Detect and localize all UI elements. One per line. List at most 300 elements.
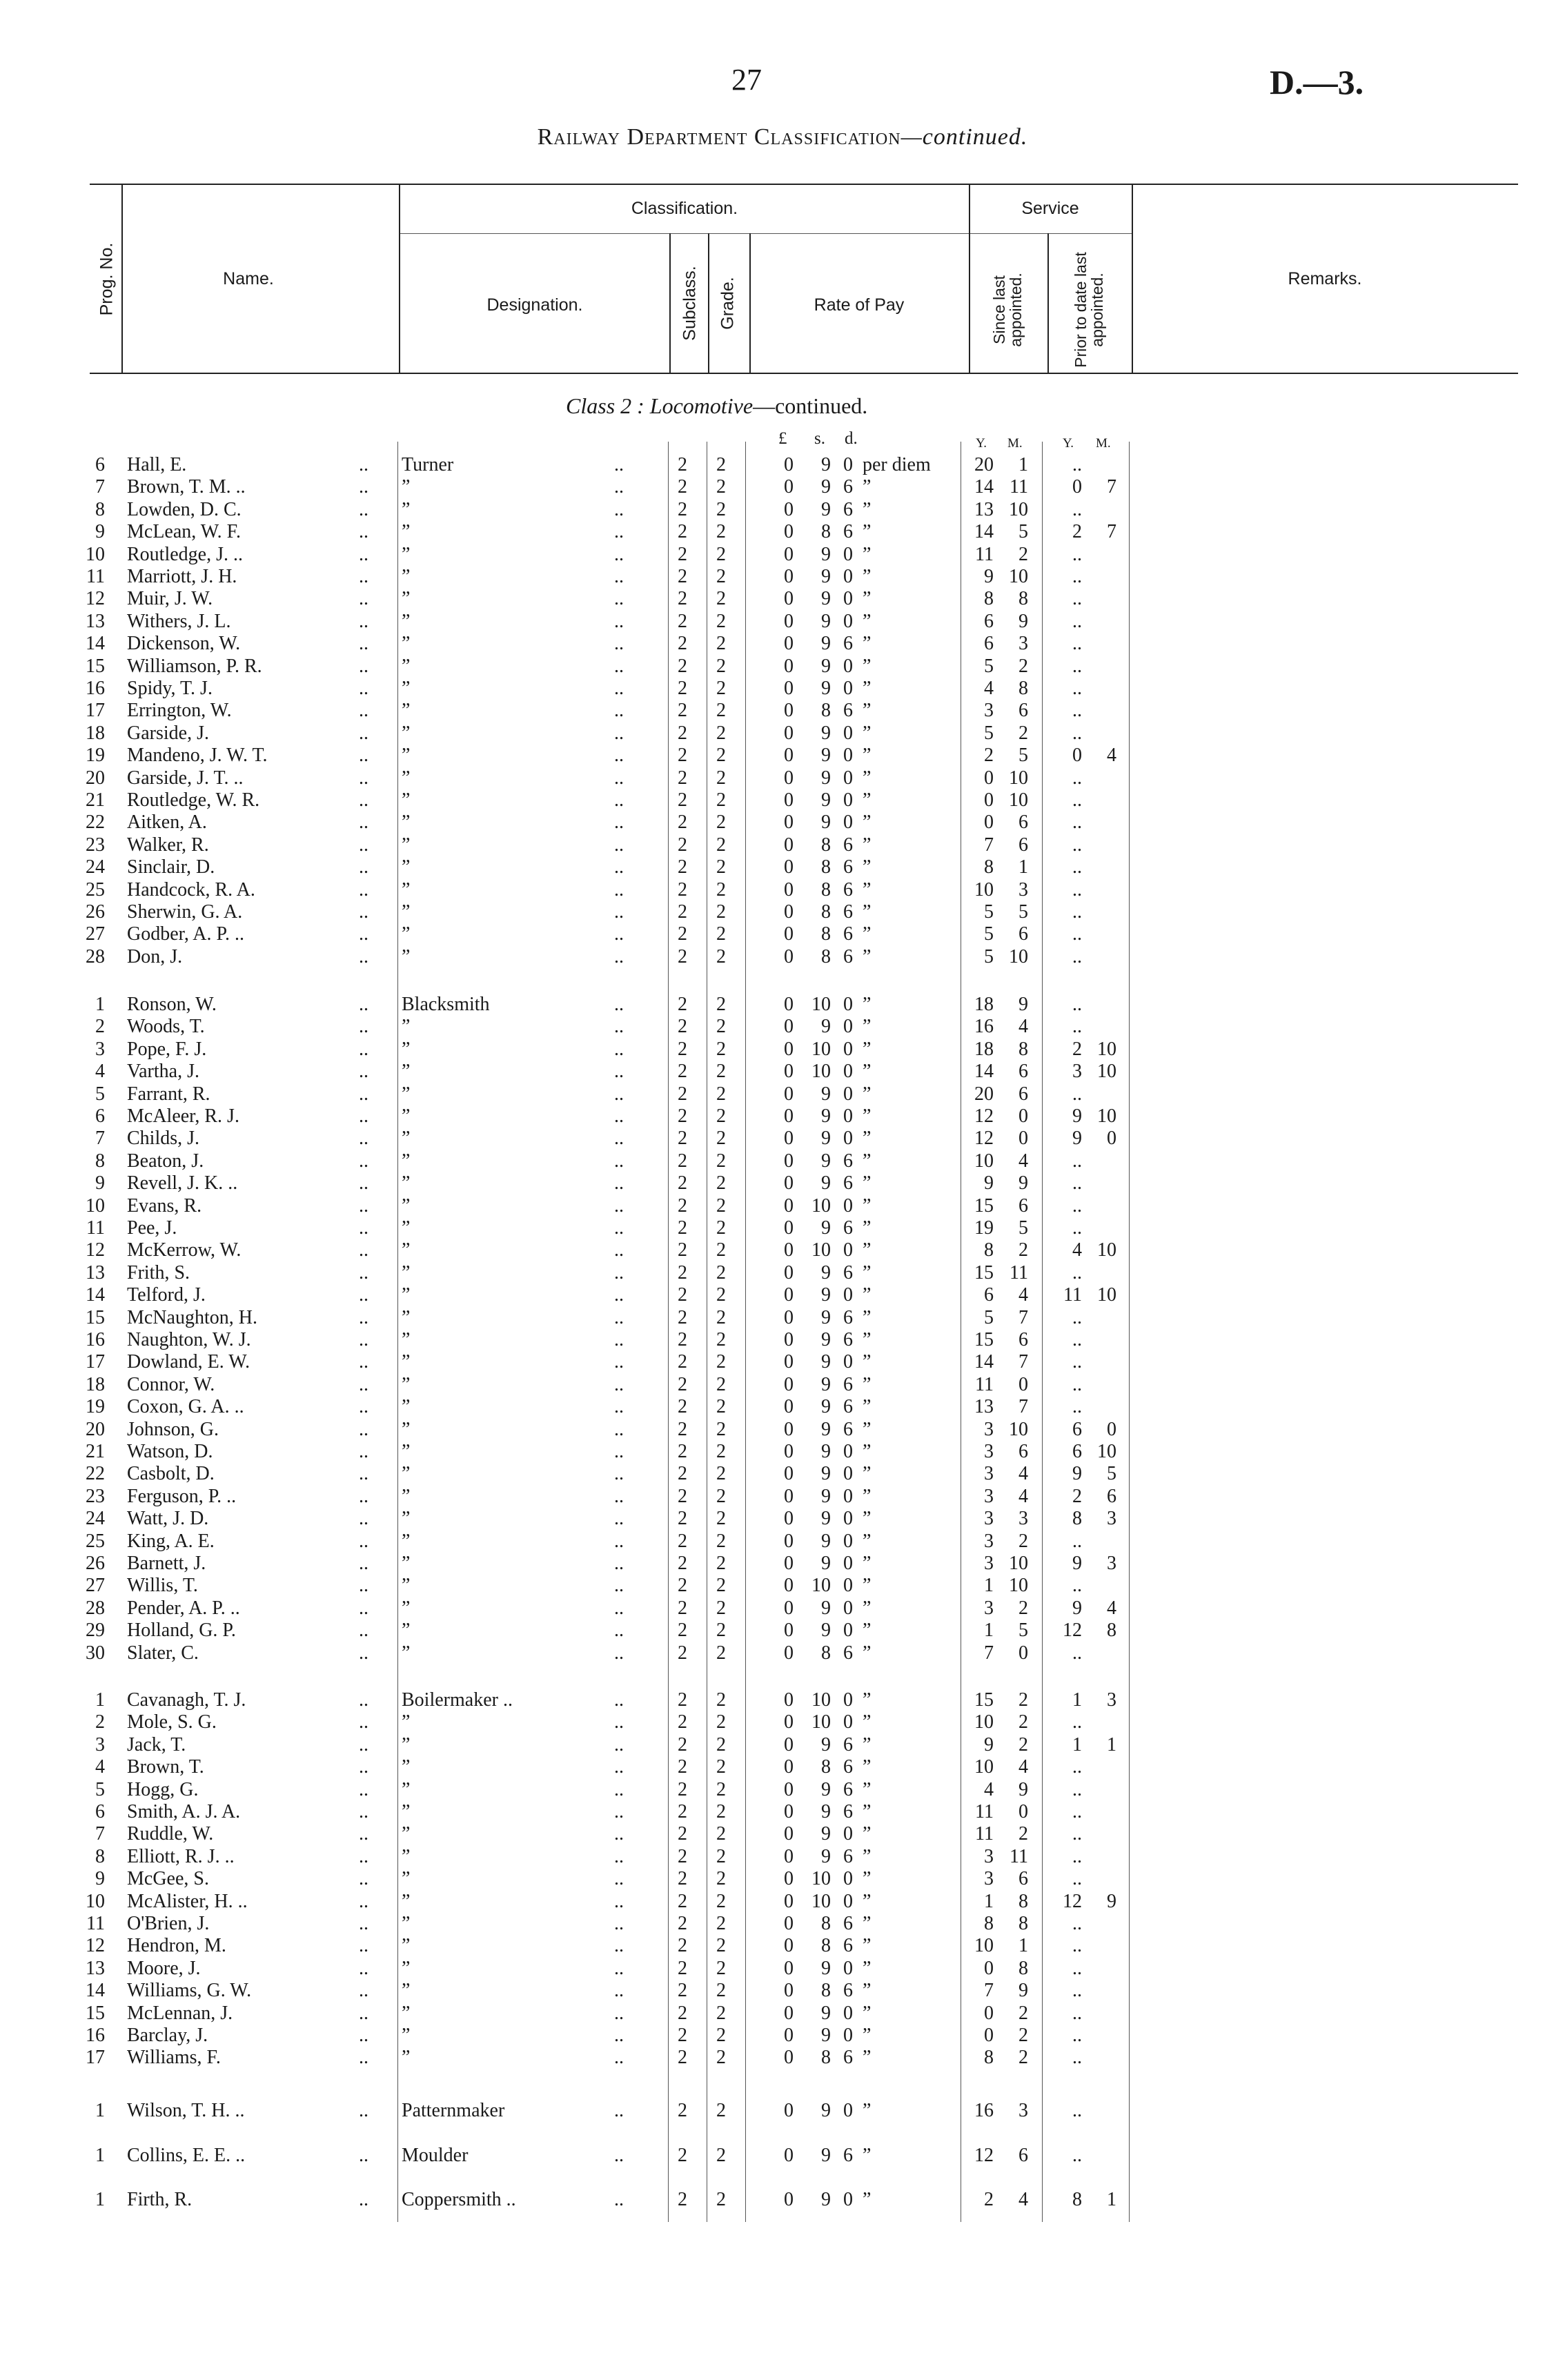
leader-dots: .. — [359, 1597, 368, 1619]
leader-dots: .. — [614, 700, 624, 722]
leader-dots: .. — [614, 1351, 624, 1373]
leader-dots: .. — [614, 1418, 624, 1440]
cell-rate-pounds: 0 — [784, 2025, 794, 2046]
cell-rate-pounds: 0 — [784, 1801, 794, 1822]
cell-since-months: 5 — [1018, 745, 1028, 767]
header-prior-to-date: Prior to date last appointed. — [1072, 252, 1106, 368]
cell-designation: ” — [402, 1105, 411, 1127]
cell-rate-pounds: 0 — [784, 1711, 794, 1733]
table-row — [0, 1284, 1565, 1306]
cell-since-months: 6 — [1018, 923, 1028, 945]
leader-dots: .. — [359, 454, 368, 475]
cell-rate-pounds: 0 — [784, 1642, 794, 1664]
cell-prior-months: 3 — [1107, 1553, 1116, 1574]
cell-grade: 2 — [716, 1083, 726, 1105]
leader-dots: .. — [614, 678, 624, 699]
cell-rate-shillings: 9 — [821, 1957, 831, 1979]
cell-designation: ” — [402, 1038, 411, 1060]
cell-rate-unit: ” — [863, 1711, 872, 1733]
cell-grade: 2 — [716, 745, 726, 767]
leader-dots: .. — [614, 1194, 624, 1217]
table-row — [0, 1597, 1565, 1620]
cell-rate-pence: 0 — [843, 1711, 853, 1733]
cell-designation: ” — [402, 2002, 411, 2024]
table-row — [0, 2003, 1565, 2025]
cell-grade: 2 — [716, 1980, 726, 2002]
cell-rate-shillings: 9 — [821, 1217, 831, 1239]
cell-rate-unit: ” — [863, 901, 872, 923]
cell-prior-years: .. — [1072, 1913, 1082, 1934]
cell-designation: ” — [402, 1128, 411, 1150]
cell-subclass: 2 — [678, 1016, 687, 1038]
table-row — [0, 1329, 1565, 1351]
cell-rate-unit: ” — [863, 2145, 872, 2166]
cell-prior-years: .. — [1072, 1150, 1082, 1172]
table-row — [0, 1689, 1565, 1711]
table-row — [0, 745, 1565, 767]
cell-prior-years: 1 — [1072, 1689, 1082, 1711]
header-grade: Grade. — [718, 277, 738, 330]
cell-name: Hall, E. — [127, 454, 187, 475]
cell-name: Smith, A. J. A. — [127, 1801, 241, 1822]
cell-rate-shillings: 9 — [821, 566, 831, 587]
cell-rate-shillings: 10 — [811, 994, 831, 1015]
cell-prior-years: 3 — [1072, 1061, 1082, 1083]
cell-since-months: 9 — [1018, 1172, 1028, 1194]
cell-prog-no: 4 — [95, 1061, 105, 1083]
cell-name: Willis, T. — [127, 1575, 198, 1597]
cell-since-years: 5 — [984, 901, 994, 923]
cell-grade: 2 — [716, 610, 726, 632]
cell-grade: 2 — [716, 789, 726, 811]
leader-dots: .. — [614, 945, 624, 967]
cell-rate-unit: ” — [863, 588, 872, 610]
header-since-last-appointed: Since last appointed. — [990, 273, 1025, 347]
cell-subclass: 2 — [678, 1284, 687, 1306]
cell-name: Firth, R. — [127, 2189, 193, 2210]
leader-dots: .. — [359, 1508, 368, 1530]
cell-rate-unit: ” — [863, 1128, 872, 1150]
cell-name: Brown, T. — [127, 1756, 204, 1778]
cell-rate-unit: ” — [863, 1485, 872, 1507]
unit-years-since: Y. — [976, 436, 987, 451]
cell-prior-years: .. — [1072, 1306, 1082, 1328]
cell-since-months: 6 — [1018, 1083, 1028, 1105]
cell-prog-no: 3 — [95, 1038, 105, 1060]
cell-subclass: 2 — [678, 1261, 687, 1284]
leader-dots: .. — [359, 1485, 368, 1507]
page-title — [0, 124, 1565, 150]
cell-prior-months: 9 — [1107, 1890, 1116, 1912]
leader-dots: .. — [614, 1172, 624, 1194]
leader-dots: .. — [614, 588, 624, 610]
cell-since-years: 20 — [974, 1083, 994, 1105]
cell-prog-no: 2 — [95, 1016, 105, 1038]
leader-dots: .. — [359, 878, 368, 901]
service-rule — [972, 233, 1132, 234]
leader-dots: .. — [359, 1957, 368, 1979]
cell-prog-no: 11 — [86, 1217, 105, 1239]
leader-dots: .. — [614, 1016, 624, 1038]
cell-rate-pounds: 0 — [784, 1261, 794, 1284]
cell-subclass: 2 — [678, 745, 687, 767]
cell-subclass: 2 — [678, 633, 687, 655]
leader-dots: .. — [614, 789, 624, 811]
cell-prior-years: .. — [1072, 1642, 1082, 1664]
cell-rate-pounds: 0 — [784, 901, 794, 923]
cell-prior-years: 2 — [1072, 1038, 1082, 1060]
cell-subclass: 2 — [678, 767, 687, 789]
cell-grade: 2 — [716, 1373, 726, 1395]
unit-shilling: s. — [814, 429, 825, 448]
cell-subclass: 2 — [678, 834, 687, 856]
cell-since-years: 3 — [984, 1463, 994, 1485]
cell-subclass: 2 — [678, 923, 687, 945]
table-row — [0, 789, 1565, 812]
table-row — [0, 1980, 1565, 2002]
cell-rate-unit: ” — [863, 1575, 872, 1597]
cell-since-months: 1 — [1018, 1935, 1028, 1957]
cell-since-months: 4 — [1018, 1485, 1028, 1507]
table-row — [0, 1419, 1565, 1441]
leader-dots: .. — [359, 1284, 368, 1306]
cell-subclass: 2 — [678, 1890, 687, 1912]
cell-rate-pounds: 0 — [784, 856, 794, 878]
cell-prog-no: 17 — [86, 1351, 105, 1373]
table-row — [0, 994, 1565, 1016]
table-row — [0, 812, 1565, 834]
cell-rate-pence: 0 — [843, 610, 853, 632]
cell-rate-pounds: 0 — [784, 1756, 794, 1778]
cell-prior-years: 9 — [1072, 1553, 1082, 1574]
cell-rate-unit: ” — [863, 1642, 872, 1664]
cell-designation: ” — [402, 1823, 411, 1845]
leader-dots: .. — [614, 2025, 624, 2046]
cell-designation: ” — [402, 745, 411, 767]
cell-rate-shillings: 9 — [821, 745, 831, 767]
cell-rate-shillings: 10 — [811, 1868, 831, 1890]
cell-name: Handcock, R. A. — [127, 878, 255, 901]
table-row — [0, 767, 1565, 789]
cell-since-years: 3 — [984, 1553, 994, 1574]
cell-name: Frith, S. — [127, 1261, 190, 1284]
leader-dots: .. — [359, 1980, 368, 2002]
table-row — [0, 1217, 1565, 1239]
cell-grade: 2 — [716, 1845, 726, 1867]
cell-prog-no: 5 — [95, 1778, 105, 1800]
cell-prior-years: 0 — [1072, 476, 1082, 498]
cell-designation: ” — [402, 1284, 411, 1306]
cell-prog-no: 16 — [86, 1329, 105, 1350]
cell-grade: 2 — [716, 1261, 726, 1284]
cell-since-years: 10 — [974, 1150, 994, 1172]
cell-rate-pence: 0 — [843, 1597, 853, 1619]
leader-dots: .. — [614, 566, 624, 587]
cell-rate-pence: 0 — [843, 543, 853, 565]
cell-name: Casbolt, D. — [127, 1463, 215, 1485]
leader-dots: .. — [359, 610, 368, 632]
cell-rate-pounds: 0 — [784, 521, 794, 543]
cell-grade: 2 — [716, 878, 726, 901]
cell-since-months: 7 — [1018, 1306, 1028, 1328]
cell-prior-years: .. — [1072, 1845, 1082, 1867]
cell-prog-no: 29 — [86, 1620, 105, 1642]
table-row — [0, 476, 1565, 498]
cell-rate-pence: 0 — [843, 1061, 853, 1083]
cell-since-months: 8 — [1018, 1038, 1028, 1060]
cell-rate-pence: 0 — [843, 767, 853, 789]
leader-dots: .. — [614, 1083, 624, 1105]
cell-since-months: 5 — [1018, 1217, 1028, 1239]
cell-name: Wilson, T. H. .. — [127, 2100, 245, 2121]
cell-since-years: 6 — [984, 633, 994, 655]
cell-subclass: 2 — [678, 1485, 687, 1507]
cell-since-months: 10 — [1009, 1553, 1028, 1574]
cell-grade: 2 — [716, 2189, 726, 2210]
cell-rate-shillings: 8 — [821, 945, 831, 967]
cell-name: Ronson, W. — [127, 994, 217, 1015]
cell-subclass: 2 — [678, 1711, 687, 1733]
cell-rate-unit: ” — [863, 1756, 872, 1778]
cell-since-years: 0 — [984, 812, 994, 834]
cell-name: McKerrow, W. — [127, 1239, 242, 1261]
cell-name: Childs, J. — [127, 1128, 200, 1150]
cell-rate-pence: 6 — [843, 878, 853, 901]
leader-dots: .. — [614, 1061, 624, 1083]
leader-dots: .. — [614, 923, 624, 945]
cell-since-months: 2 — [1018, 655, 1028, 677]
cell-prior-years: .. — [1072, 2002, 1082, 2024]
cell-rate-pounds: 0 — [784, 1597, 794, 1619]
cell-prior-years: 12 — [1063, 1620, 1082, 1642]
cell-since-months: 2 — [1018, 2047, 1028, 2069]
leader-dots: .. — [614, 994, 624, 1015]
cell-grade: 2 — [716, 1868, 726, 1890]
cell-subclass: 2 — [678, 1980, 687, 2002]
cell-subclass: 2 — [678, 1530, 687, 1552]
cell-rate-shillings: 9 — [821, 1083, 831, 1105]
cell-rate-pounds: 0 — [784, 1935, 794, 1957]
cell-since-years: 15 — [974, 1689, 994, 1711]
cell-rate-unit: ” — [863, 1261, 872, 1284]
cell-designation: ” — [402, 1575, 411, 1597]
cell-rate-pounds: 0 — [784, 878, 794, 901]
leader-dots: .. — [614, 1597, 624, 1619]
cell-subclass: 2 — [678, 1620, 687, 1642]
cell-prog-no: 4 — [95, 1756, 105, 1778]
leader-dots: .. — [359, 1530, 368, 1552]
cell-grade: 2 — [716, 700, 726, 722]
cell-prior-years: 9 — [1072, 1597, 1082, 1619]
cell-rate-pounds: 0 — [784, 610, 794, 632]
cell-name: Garside, J. T. .. — [127, 767, 244, 789]
cell-rate-shillings: 9 — [821, 1373, 831, 1395]
cell-grade: 2 — [716, 476, 726, 498]
cell-rate-unit: ” — [863, 945, 872, 967]
cell-name: McAleer, R. J. — [127, 1105, 239, 1127]
cell-subclass: 2 — [678, 1306, 687, 1328]
cell-rate-unit: ” — [863, 1801, 872, 1822]
cell-since-years: 9 — [984, 1733, 994, 1756]
cell-name: Williams, G. W. — [127, 1980, 252, 2002]
cell-since-years: 10 — [974, 878, 994, 901]
cell-rate-pence: 0 — [843, 1351, 853, 1373]
cell-since-years: 7 — [984, 834, 994, 856]
cell-name: Telford, J. — [127, 1284, 206, 1306]
cell-prog-no: 9 — [95, 1172, 105, 1194]
cell-since-years: 0 — [984, 2002, 994, 2024]
leader-dots: .. — [614, 1105, 624, 1127]
cell-subclass: 2 — [678, 1801, 687, 1822]
table-row — [0, 923, 1565, 945]
cell-name: Ferguson, P. .. — [127, 1485, 237, 1507]
cell-grade: 2 — [716, 1485, 726, 1507]
cell-rate-pounds: 0 — [784, 2100, 794, 2121]
cell-grade: 2 — [716, 1351, 726, 1373]
cell-prior-years: .. — [1072, 2047, 1082, 2069]
cell-rate-unit: ” — [863, 1957, 872, 1979]
leader-dots: .. — [614, 1373, 624, 1395]
cell-name: Moore, J. — [127, 1957, 201, 1979]
cell-rate-pence: 0 — [843, 722, 853, 744]
cell-rate-pence: 6 — [843, 1150, 853, 1172]
cell-rate-pounds: 0 — [784, 566, 794, 587]
cell-designation: ” — [402, 856, 411, 878]
cell-rate-pounds: 0 — [784, 1463, 794, 1485]
cell-prog-no: 20 — [86, 767, 105, 789]
cell-designation: ” — [402, 767, 411, 789]
leader-dots: .. — [359, 588, 368, 610]
cell-prog-no: 7 — [95, 476, 105, 498]
leader-dots: .. — [359, 1935, 368, 1957]
cell-rate-pence: 0 — [843, 2189, 853, 2210]
cell-since-months: 2 — [1018, 1597, 1028, 1619]
cell-designation: ” — [402, 700, 411, 722]
leader-dots: .. — [614, 901, 624, 923]
leader-dots: .. — [614, 1441, 624, 1462]
cell-designation: ” — [402, 878, 411, 901]
cell-rate-pence: 6 — [843, 945, 853, 967]
cell-grade: 2 — [716, 994, 726, 1015]
cell-prior-years: 8 — [1072, 2189, 1082, 2210]
cell-prog-no: 19 — [86, 745, 105, 767]
cell-prog-no: 17 — [86, 2047, 105, 2069]
cell-since-years: 5 — [984, 1306, 994, 1328]
cell-rate-unit: ” — [863, 2100, 872, 2121]
cell-prior-years: .. — [1072, 2145, 1082, 2166]
cell-designation: ” — [402, 1172, 411, 1194]
cell-since-years: 14 — [974, 1351, 994, 1373]
cell-subclass: 2 — [678, 789, 687, 811]
cell-grade: 2 — [716, 1530, 726, 1552]
table-row — [0, 1620, 1565, 1642]
table-row — [0, 1172, 1565, 1194]
cell-subclass: 2 — [678, 1239, 687, 1261]
cell-since-months: 0 — [1018, 1128, 1028, 1150]
cell-rate-pounds: 0 — [784, 923, 794, 945]
cell-prior-months: 1 — [1107, 1733, 1116, 1756]
cell-subclass: 2 — [678, 521, 687, 543]
cell-rate-pounds: 0 — [784, 1351, 794, 1373]
cell-grade: 2 — [716, 767, 726, 789]
cell-rate-shillings: 8 — [821, 1756, 831, 1778]
cell-rate-pounds: 0 — [784, 476, 794, 498]
cell-since-months: 8 — [1018, 1913, 1028, 1934]
leader-dots: .. — [614, 1689, 624, 1711]
cell-prog-no: 1 — [95, 2100, 105, 2121]
cell-name: Garside, J. — [127, 722, 209, 744]
leader-dots: .. — [614, 856, 624, 878]
cell-since-years: 3 — [984, 1868, 994, 1890]
cell-grade: 2 — [716, 1239, 726, 1261]
cell-subclass: 2 — [678, 700, 687, 722]
cell-rate-shillings: 9 — [821, 1150, 831, 1172]
cell-rate-pounds: 0 — [784, 1913, 794, 1934]
leader-dots: .. — [614, 1485, 624, 1507]
cell-rate-unit: ” — [863, 1823, 872, 1845]
cell-designation: ” — [402, 476, 411, 498]
cell-prior-years: 2 — [1072, 521, 1082, 543]
cell-rate-pounds: 0 — [784, 1845, 794, 1867]
table-row — [0, 1128, 1565, 1150]
cell-designation: Boilermaker .. — [402, 1689, 513, 1711]
cell-prior-years: .. — [1072, 498, 1082, 520]
cell-subclass: 2 — [678, 610, 687, 632]
cell-prog-no: 13 — [86, 1261, 105, 1284]
table-row — [0, 1195, 1565, 1217]
table-row — [0, 1508, 1565, 1530]
leader-dots: .. — [614, 1913, 624, 1934]
leader-dots: .. — [614, 878, 624, 901]
cell-since-months: 4 — [1018, 1016, 1028, 1038]
cell-designation: ” — [402, 2047, 411, 2069]
cell-rate-pence: 6 — [843, 1733, 853, 1756]
cell-rate-unit: ” — [863, 1845, 872, 1867]
cell-since-years: 5 — [984, 722, 994, 744]
cell-designation: ” — [402, 1217, 411, 1239]
cell-name: Coxon, G. A. .. — [127, 1396, 244, 1418]
cell-rate-unit: ” — [863, 1239, 872, 1261]
cell-prog-no: 17 — [86, 700, 105, 722]
cell-rate-pounds: 0 — [784, 1980, 794, 2002]
leader-dots: .. — [359, 1778, 368, 1800]
cell-prior-years: 0 — [1072, 745, 1082, 767]
cell-rate-shillings: 8 — [821, 856, 831, 878]
cell-designation: ” — [402, 1957, 411, 1979]
leader-dots: .. — [614, 767, 624, 789]
cell-prior-years: .. — [1072, 834, 1082, 856]
cell-prior-years: .. — [1072, 1217, 1082, 1239]
leader-dots: .. — [359, 1463, 368, 1485]
cell-rate-pence: 0 — [843, 1441, 853, 1462]
cell-prior-months: 5 — [1107, 1463, 1116, 1485]
cell-rate-shillings: 9 — [821, 498, 831, 520]
cell-rate-unit: ” — [863, 678, 872, 699]
cell-designation: ” — [402, 1756, 411, 1778]
cell-designation: ” — [402, 834, 411, 856]
table-row — [0, 946, 1565, 968]
cell-since-years: 9 — [984, 1172, 994, 1194]
leader-dots: .. — [614, 1957, 624, 1979]
cell-rate-pounds: 0 — [784, 2145, 794, 2166]
cell-rate-shillings: 9 — [821, 1778, 831, 1800]
cell-grade: 2 — [716, 945, 726, 967]
leader-dots: .. — [359, 994, 368, 1015]
leader-dots: .. — [359, 945, 368, 967]
cell-name: Walker, R. — [127, 834, 209, 856]
cell-prior-months: 10 — [1097, 1105, 1116, 1127]
cell-rate-pence: 0 — [843, 789, 853, 811]
